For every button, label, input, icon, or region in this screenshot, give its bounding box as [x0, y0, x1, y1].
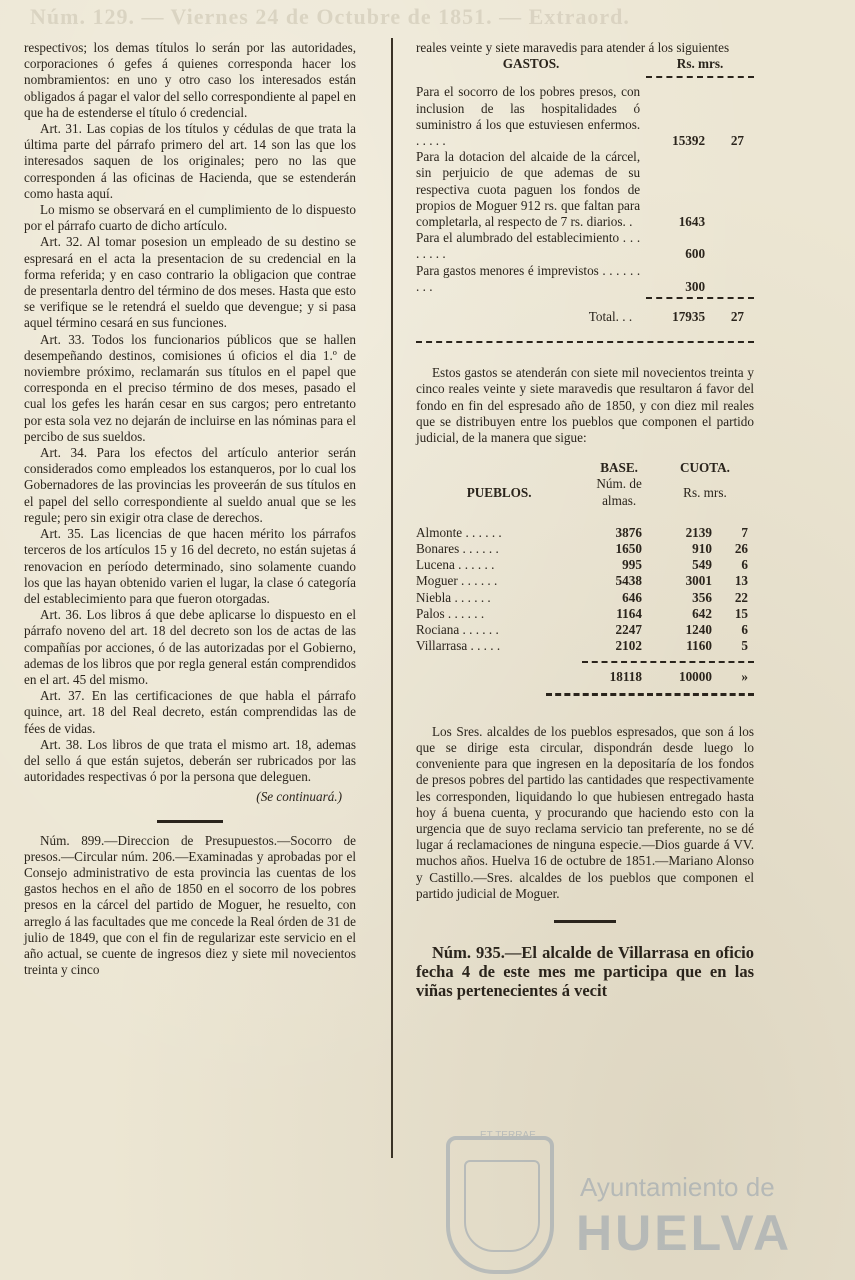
total-mrs: » — [741, 668, 748, 684]
table-row: Almonte . . . . . . 3876 2139 7 — [416, 524, 748, 540]
paragraph-art-36: Art. 36. Los libros á que debe aplicarse lo dispuesto en el párrafo noveno del art. 18 del decreto son los de actas de las compañías por acciones, ó de las autorizadas por el Gobierno, ademas de los libros que por regla general están comprendidos en el art. 45 del mismo. — [24, 607, 356, 687]
table-row: Villarrasa . . . . . 2102 1160 5 — [416, 638, 748, 654]
paragraph: Estos gastos se atenderán con siete mil novecientos treinta y cinco reales veinte y siete maravedis que resultaron á favor del fondo en fin del espresado año de 1850, y con diez mil reales que se distribuyen entre los pueblos que componen el partido judicial, de la manera que sigue: — [416, 365, 754, 446]
gastos-item: Para el socorro de los pobres presos, con inclusion de las hospitalidades ó suministro á los que estuviesen enfermos. . . . . . — [416, 84, 641, 149]
gastos-table — [416, 56, 754, 325]
pueblos-rows — [416, 525, 754, 655]
gastos-rs: 300 — [685, 278, 706, 294]
dash-rule — [546, 693, 754, 696]
paragraph-art-38: Art. 38. Los libros de que trata el mismo art. 18, ademas del sello á que están sujetos, deberán ser rubricados por las autoridades respectivas ó por la persona que deleguen. — [24, 736, 356, 785]
gastos-item: Para la dotacion del alcaide de la cárcel, sin perjuicio de que ademas de su respectiva cuota paguen los fondos de propios de Moguer 912 rs. que faltan para completarla, al respecto de 7 rs. diarios. . — [416, 149, 641, 230]
gastos-mrs — [705, 263, 754, 295]
total-label: Total. . . — [588, 309, 633, 325]
paragraph-art-34: Art. 34. Para los efectos del artículo anterior serán considerados como empleados los estanqueros, por lo cual los Gobernadores de las provincias les proveerán de sus títulos en el papel del sello correspondiente al sueldo anual que se les regule; pero sin exigir otra clase de derechos. — [24, 445, 356, 525]
gastos-heading: GASTOS. — [502, 56, 560, 72]
watermark-tag: ET TERRAE — [480, 1130, 536, 1141]
gastos-mrs — [705, 230, 754, 262]
gastos-item: Para gastos menores é imprevistos . . . . . . . . . — [416, 262, 641, 294]
gastos-mrs — [705, 149, 754, 230]
table-row: Niebla . . . . . . 646 356 22 — [416, 589, 748, 605]
base-heading: BASE. — [600, 460, 638, 476]
gastos-rs: 600 — [685, 246, 706, 262]
shield-icon — [446, 1136, 554, 1274]
section-separator — [554, 920, 616, 923]
paragraph: Los Sres. alcaldes de los pueblos espresados, que son á los que se dirige esta circular, dispondrán desde luego lo conveniente para que ingresen en la depositaría de los fondos de presos pobres del partido las cantidades que respectivamente les corresponden, liquidando lo que hubiesen entregado hasta hoy á buena cuenta, y procurando que haciendo esto con la urgencia que de suyo reclama servicio tan preferente, no se dé lugar á reclamaciones de ninguna especie.—Dios guarde á VV. muchos años. Huelva 16 de octubre de 1851.—Mariano Alonso y Castillo.—Sres. alcaldes de los pueblos que componen el partido judicial de Moguer. — [416, 723, 754, 901]
total-almas: 18118 — [609, 668, 642, 684]
paragraph-num-899: Núm. 899.—Direccion de Presupuestos.—Socorro de presos.—Circular núm. 206.—Examinadas y aprobadas por el Consejo administrativo de esta provincia las cuentas de los gastos hechos en el año de 1850 en el socorro de los pobres presos en la cárcel del partido de Moguer, he resuelto, con arreglo á las facultades que me concede la Real órden de 31 de julio de 1849, que con el fin de regularizar este servicio en el año actual, se cuente de ingresos diez y siete mil novecientos treinta y cinco — [24, 832, 356, 978]
gastos-item: Para el alumbrado del establecimiento . . . . . . . . — [416, 230, 641, 262]
paragraph-art-31: Art. 31. Las copias de los títulos y cédulas de que trata la última parte del párrafo primero del art. 14 son las que los interesados saquen de los originales; pero no las que corresponden á las oficinas de Hacienda, que se estenderán como hasta aquí. — [24, 121, 356, 201]
pueblos-table — [416, 460, 754, 684]
bleed-through-header: Núm. 129. — Viernes 24 de Octubre de 1851. — Extraord. — [30, 4, 630, 29]
paragraph: respectivos; los demas títulos lo serán por las autoridades, corporaciones ó gefes á quienes corresponda hacer los nombramientos: en uno y otro caso los interesados están obligados á pagar el valor del sello correspondiente al papel en que ha de estenderse el título ó credencial. — [24, 40, 356, 120]
continuation-note: (Se continuará.) — [256, 789, 342, 805]
total-rs: 10000 — [678, 668, 712, 684]
gastos-rs: 15392 — [672, 133, 706, 149]
cuota-heading: CUOTA. — [679, 460, 730, 476]
paragraph-art-33: Art. 33. Todos los funcionarios públicos que se hallen desempeñando destinos, comisiones ú oficios el dia 1.º de noviembre próximo, reclamarán sus títulos en el papel que corresponda en el preciso término de dos meses, pasado el cual los gefes les harán cesar en sus cargos; pero entretanto por esta sola vez no dejarán de incluirse en las nóminas para el percibo de sus sueldos. — [24, 331, 356, 444]
paragraph-num-935: Núm. 935.—El alcalde de Villarrasa en oficio fecha 4 de este mes me participa que en las viñas pertenecientes á vecit — [416, 942, 754, 1000]
watermark-line1: Ayuntamiento de — [580, 1172, 775, 1202]
gastos-rs: 1643 — [678, 214, 706, 230]
rs-mrs-heading: Rs. mrs. — [683, 484, 727, 500]
dash-rule — [646, 76, 754, 78]
paragraph-art-37: Art. 37. En las certificaciones de que habla el párrafo quince, art. 18 del Real decreto, están comprendidas las de fées de vidas. — [24, 688, 356, 736]
table-row: Moguer . . . . . . 5438 3001 13 — [416, 573, 748, 589]
dash-rule — [416, 341, 754, 343]
dash-rule — [646, 297, 754, 299]
table-row: Lucena . . . . . . 995 549 6 — [416, 557, 748, 573]
num-almas-heading: Núm. de almas. — [596, 476, 642, 508]
table-row: Palos . . . . . . 1164 642 15 — [416, 605, 748, 621]
paragraph-art-35: Art. 35. Las licencias de que hacen mérito los párrafos terceros de los artículos 15 y 16 del decreto, no están sujetas á renovacion en período determinado, sino solamente cuando los que las hayan obtenido varien el lugar, la clase ó categoría del establecimiento para que fueron otorgadas. — [24, 526, 356, 606]
paragraph-art-32: Art. 32. Al tomar posesion un empleado de su destino se espresará en el acta la presentacion de su credencial en la forma referida; y en caso contrario la obligacion que contrae de presentarla dentro del término de dos meses. Hasta que esto se verifique se le retendrá el sueldo que devengue; y si pasa aquel término cesará en sus funciones. — [24, 234, 356, 331]
section-separator — [157, 820, 223, 823]
right-column — [416, 40, 754, 1000]
watermark-line2: HUELVA — [576, 1205, 793, 1261]
gastos-mrs: 27 — [730, 133, 744, 149]
paragraph: Lo mismo se observará en el cumplimiento de lo dispuesto por el párrafo cuarto de dicho artículo. — [24, 202, 356, 234]
column-divider — [391, 38, 393, 1158]
total-rs: 17935 — [672, 309, 706, 325]
table-row: Bonares . . . . . . 1650 910 26 — [416, 541, 748, 557]
rs-mrs-heading: Rs. mrs. — [676, 56, 724, 72]
left-column — [24, 40, 356, 978]
total-mrs: 27 — [730, 309, 744, 325]
paragraph: reales veinte y siete maravedis para atender á los siguientes — [416, 40, 730, 55]
pueblos-heading: PUEBLOS. — [466, 484, 532, 500]
table-row: Rociana . . . . . . 2247 1240 6 — [416, 622, 748, 638]
ayuntamiento-watermark — [446, 1128, 826, 1278]
